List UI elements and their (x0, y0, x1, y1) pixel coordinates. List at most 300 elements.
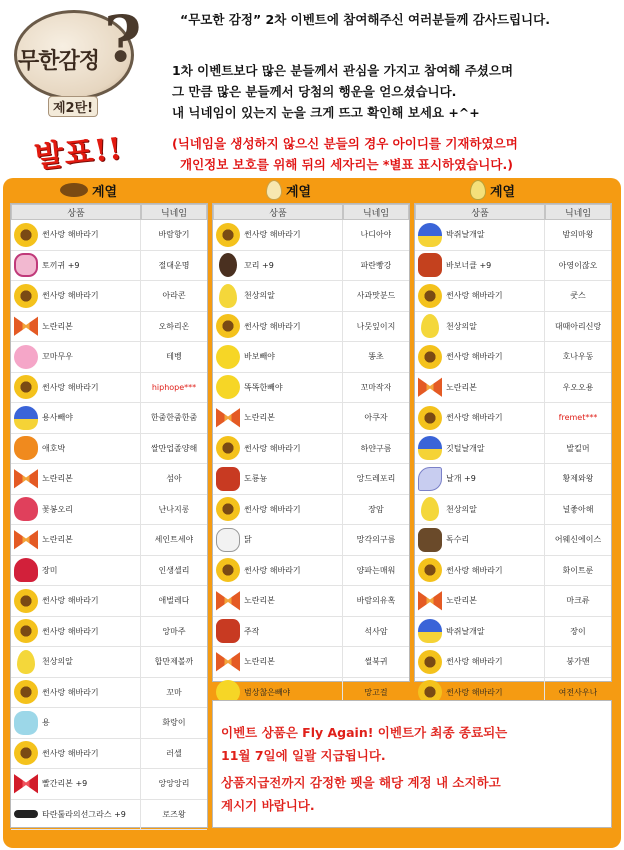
winner-nickname: 쿳스 (570, 291, 586, 301)
nickname-cell (141, 464, 207, 494)
nickname-cell (141, 525, 207, 555)
table-row (11, 769, 207, 800)
nickname-cell (141, 586, 207, 616)
pet-name: 노란리본 (446, 596, 477, 606)
pet-name: 천상의알 (446, 321, 477, 331)
message-line-3: 상품지급전까지 감정한 펫을 해당 계정 내 소지하고 (221, 775, 501, 790)
winner-nickname: 장이 (570, 626, 586, 636)
sunflower-icon (14, 589, 38, 613)
nickname-cell (343, 373, 409, 403)
rabbit-icon (14, 253, 38, 277)
message-line-1: 이벤트 상품은 Fly Again! 이벤트가 최종 종료되는 (221, 725, 508, 740)
event-logo (4, 2, 154, 124)
table-row (213, 251, 409, 282)
winner-nickname: 바람의유혹 (356, 596, 396, 606)
table-row (11, 647, 207, 678)
table-row (213, 373, 409, 404)
winner-nickname: 대때아리신랑 (554, 321, 602, 331)
winner-nickname: 화이트룬 (562, 565, 594, 575)
table-row (11, 251, 207, 282)
table-header (415, 204, 611, 220)
bird-icon (418, 619, 442, 643)
nickname-cell (141, 708, 207, 738)
item-cell (213, 251, 343, 281)
nickname-cell (343, 525, 409, 555)
dragon-icon (216, 467, 240, 491)
winner-nickname: 망고걸 (364, 687, 388, 697)
seed-egg-icon (60, 183, 88, 197)
pet-name: 박쥐날개알 (446, 626, 485, 636)
wing-icon (418, 467, 442, 491)
table-row (415, 373, 611, 404)
bud-icon (14, 497, 38, 521)
item-cell (11, 220, 141, 250)
header (0, 0, 624, 185)
nickname-cell (545, 617, 611, 647)
sunflower-icon (216, 558, 240, 582)
winner-nickname: 발킬머 (566, 443, 590, 453)
winner-nickname: 석사암 (364, 626, 388, 636)
pet-name: 천상의알 (446, 504, 477, 514)
item-cell (213, 373, 343, 403)
sunflower-icon (216, 497, 240, 521)
winner-nickname: 테벵 (166, 352, 182, 362)
winner-nickname: 양파는매워 (356, 565, 396, 575)
item-cell (213, 525, 343, 555)
nickname-cell (141, 373, 207, 403)
item-cell (11, 739, 141, 769)
pet-name: 독수리 (446, 535, 470, 545)
nickname-cell (545, 342, 611, 372)
notice-line-2: 개인정보 보호를 위해 뒤의 세자리는 *별표 표시하였습니다.) (180, 157, 513, 172)
nickname-cell (141, 556, 207, 586)
winner-nickname: 장암 (368, 504, 384, 514)
nickname-cell (343, 495, 409, 525)
winner-nickname: 애벌레다 (158, 596, 190, 606)
item-cell (213, 220, 343, 250)
item-cell (213, 556, 343, 586)
item-cell (415, 495, 545, 525)
pet-name: 썬사랑 해바라기 (446, 352, 503, 362)
winner-nickname: fremet*** (558, 413, 598, 423)
winner-nickname: 인생셀리 (158, 565, 190, 575)
dragon-icon (216, 619, 240, 643)
pet-name: 천상의알 (244, 291, 275, 301)
chick-icon (216, 345, 240, 369)
column-title-2: 계열 (266, 180, 311, 200)
table-row (213, 342, 409, 373)
nickname-cell (343, 220, 409, 250)
pet-name: 노란리본 (244, 596, 275, 606)
bow-icon (216, 406, 240, 430)
pet-name: 꼬리 +9 (244, 260, 274, 270)
table-row (213, 464, 409, 495)
table-row (11, 617, 207, 648)
nickname-cell (343, 403, 409, 433)
nickname-cell (141, 403, 207, 433)
item-cell (11, 464, 141, 494)
item-cell (415, 434, 545, 464)
pet-name: 썬사랑 해바라기 (244, 321, 301, 331)
nickname-cell (141, 800, 207, 830)
nickname-cell (141, 647, 207, 677)
nickname-cell (545, 251, 611, 281)
pet-name: 썬사랑 해바라기 (42, 596, 99, 606)
announcement-title: 발표!! (32, 131, 125, 176)
item-cell (213, 342, 343, 372)
rose-icon (14, 558, 38, 582)
pet-name: 썬사랑 해바라기 (42, 291, 99, 301)
nickname-cell (545, 373, 611, 403)
nickname-cell (141, 281, 207, 311)
item-cell (415, 586, 545, 616)
sunflower-icon (14, 680, 38, 704)
table-row (11, 556, 207, 587)
notice-line-1: (닉네임을 생성하지 않으신 분들의 경우 아이디를 기재하였으며 (172, 136, 518, 151)
nickname-cell (141, 251, 207, 281)
item-cell (213, 434, 343, 464)
table-header (11, 204, 207, 220)
winner-nickname: 세인트세야 (154, 535, 194, 545)
nickname-cell (141, 495, 207, 525)
table-row (415, 220, 611, 251)
item-cell (11, 373, 141, 403)
header-item: 상품 (213, 204, 343, 220)
winner-nickname: 앙드레포리 (356, 474, 396, 484)
winner-nickname: 나뭇잎이지 (356, 321, 396, 331)
nickname-cell (545, 312, 611, 342)
table-row (11, 373, 207, 404)
table-row (415, 586, 611, 617)
header-nickname: 닉네임 (545, 204, 611, 220)
item-cell (213, 281, 343, 311)
winner-nickname: 호나우동 (562, 352, 594, 362)
table-row (213, 556, 409, 587)
pet-name: 노란리본 (244, 657, 275, 667)
bow-icon (418, 375, 442, 399)
pet-name: 노란리본 (446, 382, 477, 392)
nickname-cell (545, 586, 611, 616)
nickname-cell (343, 464, 409, 494)
table-row (11, 403, 207, 434)
column-title-3: 계열 (470, 180, 515, 200)
egg-icon (421, 314, 439, 338)
table-row (213, 525, 409, 556)
pet-name: 도룡뇽 (244, 474, 268, 484)
item-cell (415, 342, 545, 372)
nickname-cell (343, 342, 409, 372)
item-cell (415, 647, 545, 677)
table-row (213, 647, 409, 678)
nickname-cell (343, 281, 409, 311)
question-mark-icon: ? (104, 2, 142, 77)
table-row (11, 678, 207, 709)
nickname-cell (343, 312, 409, 342)
nickname-cell (545, 281, 611, 311)
item-cell (213, 617, 343, 647)
nickname-cell (141, 678, 207, 708)
bow-icon (14, 314, 38, 338)
nickname-cell (545, 647, 611, 677)
item-cell (11, 708, 141, 738)
sunflower-icon (418, 284, 442, 308)
pet-name: 타란툴라의선그라스 +9 (42, 809, 126, 819)
item-cell (11, 617, 141, 647)
pet-name: 똑똑한빼야 (244, 382, 283, 392)
table-row (415, 403, 611, 434)
winner-nickname: 섬아 (166, 474, 182, 484)
pet-name: 노란리본 (42, 474, 73, 484)
winner-nickname: 꼬마작자 (360, 382, 392, 392)
item-cell (213, 312, 343, 342)
pet-name: 날개 +9 (446, 474, 476, 484)
item-cell (11, 647, 141, 677)
item-cell (415, 556, 545, 586)
nickname-cell (545, 434, 611, 464)
winner-nickname: 앙마주 (162, 626, 186, 636)
eagle-icon (418, 528, 442, 552)
item-cell (11, 434, 141, 464)
winner-nickname: 사과맛분드 (356, 291, 396, 301)
egg-icon (421, 497, 439, 521)
winner-nickname: 난나지롱 (158, 504, 190, 514)
item-cell (11, 525, 141, 555)
item-cell (415, 617, 545, 647)
table-row (11, 281, 207, 312)
winner-nickname: 꼬마 (166, 687, 182, 697)
table-row (415, 434, 611, 465)
winner-nickname: 쌀만업졸양해 (150, 443, 198, 453)
winner-nickname: 하얀구름 (360, 443, 392, 453)
bow-icon (14, 528, 38, 552)
pet-name: 썬사랑 해바라기 (446, 413, 503, 423)
pet-name: 주작 (244, 626, 260, 636)
item-cell (213, 495, 343, 525)
nickname-cell (141, 739, 207, 769)
winner-nickname: 러셀 (166, 748, 182, 758)
winner-nickname: 황제와왕 (562, 474, 594, 484)
table-row (213, 434, 409, 465)
winner-nickname: 널좋아해 (562, 504, 594, 514)
table-row (11, 312, 207, 343)
pet-name: 썬사랑 해바라기 (244, 230, 301, 240)
nickname-cell (545, 495, 611, 525)
header-item: 상품 (11, 204, 141, 220)
pet-name: 노란리본 (244, 413, 275, 423)
glasses-icon (14, 810, 38, 818)
winner-nickname: 똥초 (368, 352, 384, 362)
winner-nickname: 바람향기 (158, 230, 190, 240)
pet-name: 노란리본 (42, 321, 73, 331)
nickname-cell (343, 647, 409, 677)
table-row (11, 800, 207, 831)
table-row (415, 556, 611, 587)
pet-name: 썬사랑 해바라기 (42, 626, 99, 636)
sunflower-icon (14, 619, 38, 643)
item-cell (415, 281, 545, 311)
pet-name: 꽃봉오리 (42, 504, 73, 514)
message-line-2: 11월 7일에 일괄 지급됩니다. (221, 748, 386, 763)
chicken-icon (216, 528, 240, 552)
pet-name: 천상의알 (42, 657, 73, 667)
winners-table-3 (414, 203, 612, 697)
item-cell (415, 464, 545, 494)
winner-nickname: 화랑이 (162, 718, 186, 728)
pet-name: 빨간리본 +9 (42, 779, 88, 789)
item-cell (415, 251, 545, 281)
logo-title: 무한감정 (18, 49, 100, 74)
pet-name: 썬사랑 해바라기 (446, 565, 503, 575)
item-cell (11, 312, 141, 342)
bow-icon (216, 589, 240, 613)
pet-name: 썬사랑 해바라기 (446, 657, 503, 667)
message-line-4: 계시기 바랍니다. (221, 798, 315, 813)
pet-name: 썬사랑 해바라기 (42, 687, 99, 697)
winner-nickname: 합만제볼까 (154, 657, 194, 667)
nickname-cell (343, 251, 409, 281)
item-cell (11, 342, 141, 372)
winner-nickname: 썰북귀 (364, 657, 388, 667)
pet-name: 썬사랑 해바라기 (42, 748, 99, 758)
item-cell (11, 495, 141, 525)
nickname-cell (545, 525, 611, 555)
white-egg-icon (266, 180, 282, 200)
header-item: 상품 (415, 204, 545, 220)
table-row (415, 647, 611, 678)
table-row (415, 312, 611, 343)
nickname-cell (545, 556, 611, 586)
winner-nickname: 앙앙앙리 (158, 779, 190, 789)
winners-table-1 (10, 203, 208, 828)
winner-nickname: 붕가맨 (566, 657, 590, 667)
sunflower-icon (418, 406, 442, 430)
intro-line-1: 1차 이벤트보다 많은 분들께서 관심을 가지고 참여해 주셨으며 (172, 63, 514, 78)
sunflower-icon (216, 223, 240, 247)
doll-icon (14, 711, 38, 735)
bow-icon (216, 650, 240, 674)
nickname-cell (545, 464, 611, 494)
delivery-message-box (212, 700, 612, 828)
egg-icon (219, 284, 237, 308)
item-cell (11, 403, 141, 433)
winner-nickname: 파란빵강 (360, 260, 392, 270)
pet-name: 썬사랑 해바라기 (446, 291, 503, 301)
intro-line-2: 그 만큼 많은 분들께서 당첨의 행운을 얻으셨습니다. (172, 84, 457, 99)
item-cell (11, 556, 141, 586)
winner-nickname: 아라콘 (162, 291, 186, 301)
winner-nickname: 망각의구름 (356, 535, 396, 545)
pet-name: 썬사랑 해바라기 (42, 382, 99, 392)
table-row (11, 342, 207, 373)
pumpkin-icon (14, 436, 38, 460)
winner-nickname: 아영이잖오 (558, 260, 598, 270)
nickname-cell (343, 434, 409, 464)
item-cell (11, 586, 141, 616)
pet-name: 장미 (42, 565, 58, 575)
winner-nickname: 마크류 (566, 596, 590, 606)
column-title-1: 계열 (60, 180, 117, 200)
table-row (415, 617, 611, 648)
egg-icon (17, 650, 35, 674)
sunflower-icon (14, 284, 38, 308)
nickname-cell (545, 403, 611, 433)
nickname-cell (141, 434, 207, 464)
item-cell (11, 251, 141, 281)
winners-table-2 (212, 203, 410, 697)
table-row (11, 586, 207, 617)
item-cell (415, 403, 545, 433)
table-row (415, 464, 611, 495)
table-row (11, 525, 207, 556)
table-row (213, 586, 409, 617)
winner-nickname: 아쿠자 (364, 413, 388, 423)
bow-icon (418, 589, 442, 613)
item-cell (11, 281, 141, 311)
pet-name: 썬사랑 해바라기 (446, 687, 503, 697)
table-row (213, 403, 409, 434)
item-cell (415, 312, 545, 342)
table-row (11, 464, 207, 495)
header-nickname: 닉네임 (141, 204, 207, 220)
winner-nickname: 나디아야 (360, 230, 392, 240)
winner-nickname: 오하리온 (158, 321, 190, 331)
bag-icon (418, 253, 442, 277)
winner-nickname: 어웨신에이스 (554, 535, 602, 545)
pet-name: 애호박 (42, 443, 66, 453)
table-row (415, 281, 611, 312)
pet-name: 범상찮은빼야 (244, 687, 291, 697)
nickname-cell (545, 220, 611, 250)
table-row (415, 525, 611, 556)
pet-name: 썬사랑 해바라기 (244, 443, 301, 453)
winner-nickname: 로즈왕 (162, 809, 186, 819)
table-row (11, 434, 207, 465)
pet-name: 썬사랑 해바라기 (244, 565, 301, 575)
pet-name: 꼬마무우 (42, 352, 73, 362)
pet-name: 박쥐날개알 (446, 230, 485, 240)
sunflower-icon (14, 223, 38, 247)
item-cell (213, 647, 343, 677)
item-cell (11, 678, 141, 708)
nickname-cell (141, 769, 207, 799)
sunflower-icon (418, 650, 442, 674)
table-header (213, 204, 409, 220)
pet-name: 노란리본 (42, 535, 73, 545)
item-cell (11, 769, 141, 799)
logo-subtitle: 제2탄! (48, 96, 98, 117)
table-row (415, 342, 611, 373)
table-row (213, 495, 409, 526)
sunflower-icon (418, 558, 442, 582)
winner-nickname: 한줌한줌한줌 (150, 413, 198, 423)
table-row (11, 708, 207, 739)
bird-icon (418, 436, 442, 460)
item-cell (415, 525, 545, 555)
nickname-cell (343, 586, 409, 616)
item-cell (213, 464, 343, 494)
pet-name: 용사빼야 (42, 413, 73, 423)
table-row (11, 739, 207, 770)
winner-nickname: 절대운명 (158, 260, 190, 270)
winner-nickname: hiphope*** (151, 382, 197, 392)
nickname-cell (141, 342, 207, 372)
nickname-cell (141, 617, 207, 647)
nickname-cell (343, 556, 409, 586)
nickname-cell (343, 617, 409, 647)
item-cell (213, 586, 343, 616)
red-bow-icon (14, 772, 38, 796)
pet-name: 닭 (244, 535, 252, 545)
